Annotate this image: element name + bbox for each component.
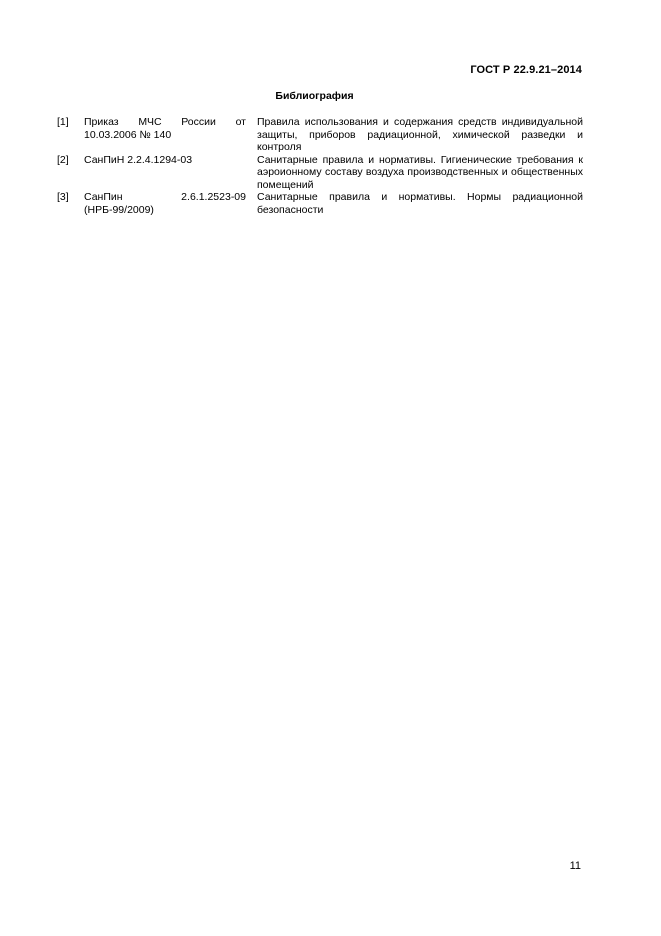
bibliography-table: [57, 116, 583, 216]
entry-source: СанПин 2.6.1.2523-09 (НРБ-99/2009): [84, 191, 246, 216]
bibliography-title: Библиография: [275, 90, 354, 102]
entry-number: [1]: [57, 116, 69, 128]
entry-description: Правила использования и содержания средств индивидуальной защиты, приборов радиационной, химической разведки и контроля: [257, 116, 583, 153]
bibliography-entry: [57, 191, 583, 216]
document-header-code: ГОСТ Р 22.9.21–2014: [470, 64, 582, 76]
entry-source: СанПиН 2.2.4.1294-03: [84, 153, 193, 166]
entry-source: Приказ МЧС России от 10.03.2006 № 140: [84, 116, 246, 141]
bibliography-entry: [57, 116, 583, 154]
bibliography-entry: [57, 154, 583, 192]
entry-description: Санитарные правила и нормативы. Нормы радиационной безопасности: [257, 191, 583, 216]
entry-description: Санитарные правила и нормативы. Гигиенические требования к аэроионному составу воздуха производственных и общественных помещений: [257, 153, 583, 191]
entry-number: [3]: [57, 191, 69, 203]
entry-number: [2]: [57, 153, 69, 166]
page-number: 11: [569, 860, 581, 872]
